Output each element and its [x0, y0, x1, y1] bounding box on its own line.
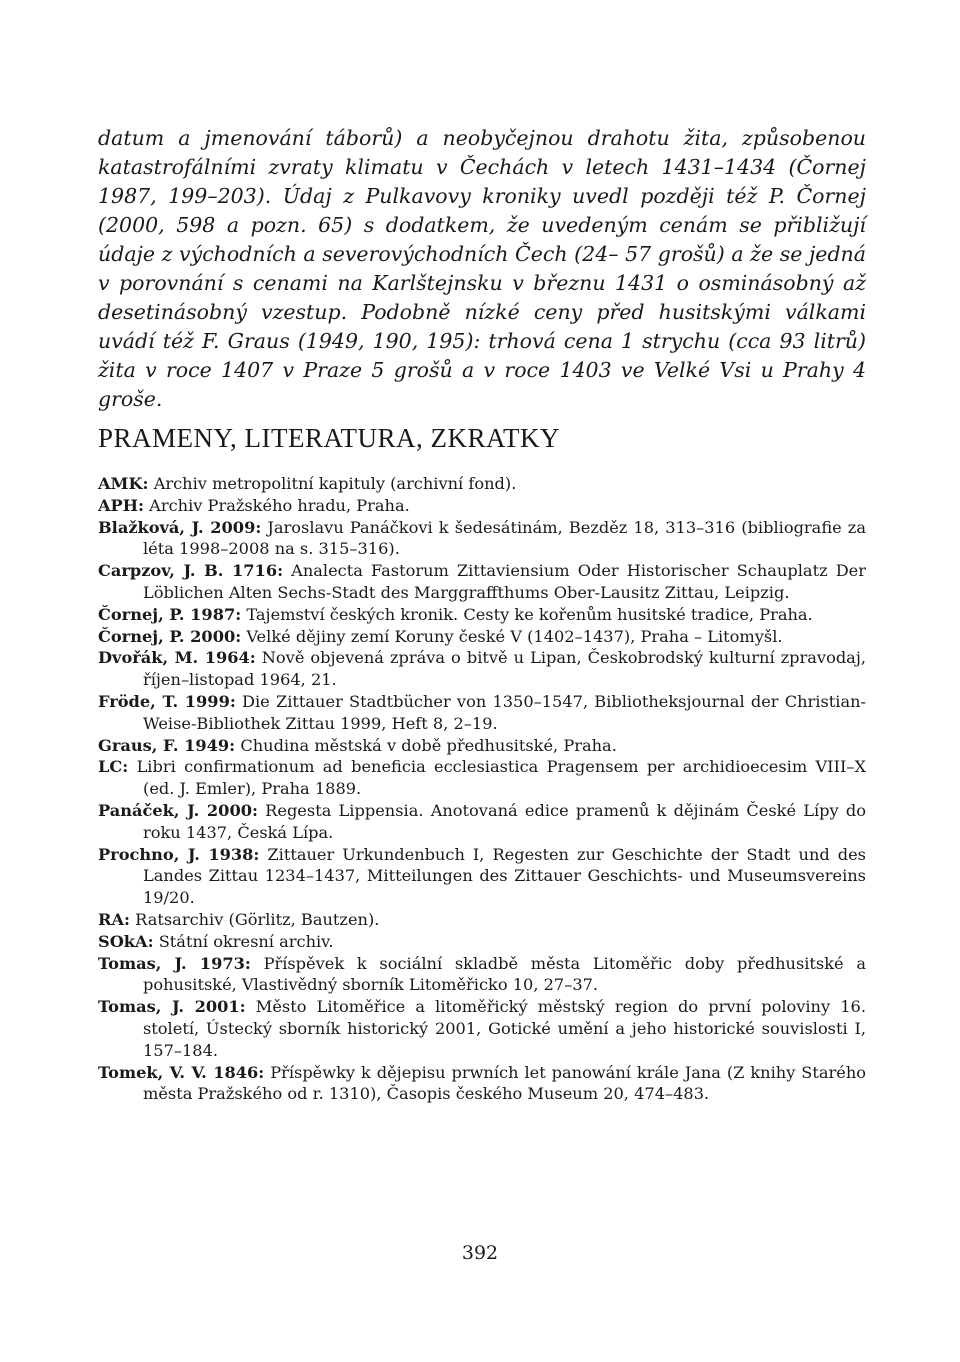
- entry-key: Graus, F. 1949:: [98, 735, 236, 755]
- footnote-continuation: datum a jmenování táborů) a neobyčejnou drahotu žita, způsobenou katastrofálními zvraty klimatu v Čechách v letech 1431–1434 (Čornej 1987, 199–203). Údaj z Pulkavovy kroniky uvedl později též P. Čornej (2000, 598 a pozn. 65) s dodatkem, že uvedeným cenám se přibližují údaje z východních a severovýchodních Čech (24– 57 grošů) a že se jedná v porovnání s cenami na Karlštejnsku v březnu 1431 o osminásobný až desetinásobný vzestup. Podobně nízké ceny před husitskými válkami uvádí též F. Graus (1949, 190, 195): trhová cena 1 strychu (cca 93 litrů) žita v roce 1407 v Praze 5 grošů a v roce 1403 ve Velké Vsi u Prahy 4 groše.: [98, 126, 866, 411]
- entry-key: APH:: [98, 495, 145, 515]
- entry-text: Archiv Pražského hradu, Praha.: [149, 495, 410, 515]
- entry-key: Tomas, J. 2001:: [98, 997, 246, 1017]
- entry-text: Zittauer Urkundenbuch I, Regesten zur Geschichte der Stadt und des Landes Zittau 1234–1437, Mitteilungen des Zittauer Geschichts- und Museumsvereins 19/20.: [143, 844, 866, 908]
- bibliography-entry: [98, 604, 866, 626]
- entry-text: Analecta Fastorum Zittaviensium Oder Historischer Schauplatz Der Löblichen Alten Sechs-Stadt des Marggraffthums Ober-Lausitz Zittau, Leipzig.: [143, 561, 866, 602]
- bibliography-entry: [98, 909, 866, 931]
- entry-text: Ratsarchiv (Görlitz, Bautzen).: [135, 909, 380, 929]
- entry-text: Státní okresní archiv.: [158, 931, 334, 951]
- bibliography-entry: [98, 647, 866, 691]
- entry-key: Panáček, J. 2000:: [98, 800, 258, 820]
- entry-text: Die Zittauer Stadtbücher von 1350–1547, Bibliotheksjournal der Christian-Weise-Bibliothek Zittau 1999, Heft 8, 2–19.: [143, 691, 866, 733]
- entry-text: Příspěwky k dějepisu prwních let panowání krále Jana (Z knihy Starého města Pražského od r. 1310), Časopis českého Museum 20, 474–483.: [143, 1062, 866, 1104]
- entry-key: Dvořák, M. 1964:: [98, 648, 256, 668]
- entry-key: Prochno, J. 1938:: [98, 844, 260, 864]
- bibliography-entry: [98, 800, 866, 844]
- bibliography-entry: [98, 626, 866, 648]
- bibliography-entry: [98, 953, 866, 997]
- bibliography-entry: [98, 691, 866, 735]
- bibliography-entry: [98, 495, 866, 517]
- bibliography-entry: [98, 735, 866, 757]
- entry-key: Blažková, J. 2009:: [98, 517, 262, 537]
- bibliography-entry: [98, 931, 866, 953]
- entry-key: SOkA:: [98, 931, 154, 951]
- entry-text: Nově objevená zpráva o bitvě u Lipan, Českobrodský kulturní zpravodaj, říjen–listopad 1964, 21.: [143, 648, 866, 690]
- bibliography-list: [98, 473, 866, 1105]
- entry-key: AMK:: [98, 474, 149, 493]
- section-heading: PRAMENY, LITERATURA, ZKRATKY: [98, 423, 561, 453]
- bibliography-entry: [98, 756, 866, 800]
- entry-text: Archiv metropolitní kapituly (archivní fond).: [153, 474, 517, 493]
- entry-text: Chudina městská v době předhusitské, Praha.: [240, 735, 617, 755]
- entry-key: Čornej, P. 1987:: [98, 604, 242, 624]
- entry-text: Město Litoměřice a litoměřický městský region do první poloviny 16. století, Ústecký sborník historický 2001, Gotické umění a jeho historické souvislosti I, 157–184.: [143, 997, 866, 1060]
- entry-key: LC:: [98, 757, 129, 777]
- bibliography-entry: [98, 996, 866, 1061]
- entry-key: Tomek, V. V. 1846:: [98, 1062, 265, 1082]
- bibliography-entry: [98, 517, 866, 561]
- page-number: 392: [461, 1242, 499, 1264]
- entry-text: Jaroslavu Panáčkovi k šedesátinám, Bezděz 18, 313–316 (bibliografie za léta 1998–2008 na s. 315–316).: [143, 517, 866, 559]
- entry-key: Čornej, P. 2000:: [98, 626, 242, 646]
- bibliography-entry: [98, 1062, 866, 1106]
- entry-text: Velké dějiny zemí Koruny české V (1402–1437), Praha – Litomyšl.: [246, 626, 783, 646]
- entry-key: Tomas, J. 1973:: [98, 953, 251, 973]
- entry-text: Libri confirmationum ad beneficia ecclesiastica Pragensem per archidioecesim VIII–X (ed. J. Emler), Praha 1889.: [136, 757, 866, 799]
- bibliography-entry: [98, 844, 866, 909]
- entry-text: Příspěvek k sociální skladbě města Litoměřic doby předhusitské a pohusitské, Vlastivědný sborník Litoměřicko 10, 27–37.: [143, 953, 866, 995]
- entry-text: Regesta Lippensia. Anotovaná edice pramenů k dějinám České Lípy do roku 1437, Česká Lípa.: [143, 800, 866, 842]
- bibliography-entry: [98, 473, 866, 495]
- entry-key: Fröde, T. 1999:: [98, 691, 236, 711]
- entry-text: Tajemství českých kronik. Cesty ke kořenům husitské tradice, Praha.: [246, 604, 813, 624]
- bibliography-entry: [98, 560, 866, 604]
- entry-key: Carpzov, J. B. 1716:: [98, 561, 284, 581]
- entry-key: RA:: [98, 909, 130, 929]
